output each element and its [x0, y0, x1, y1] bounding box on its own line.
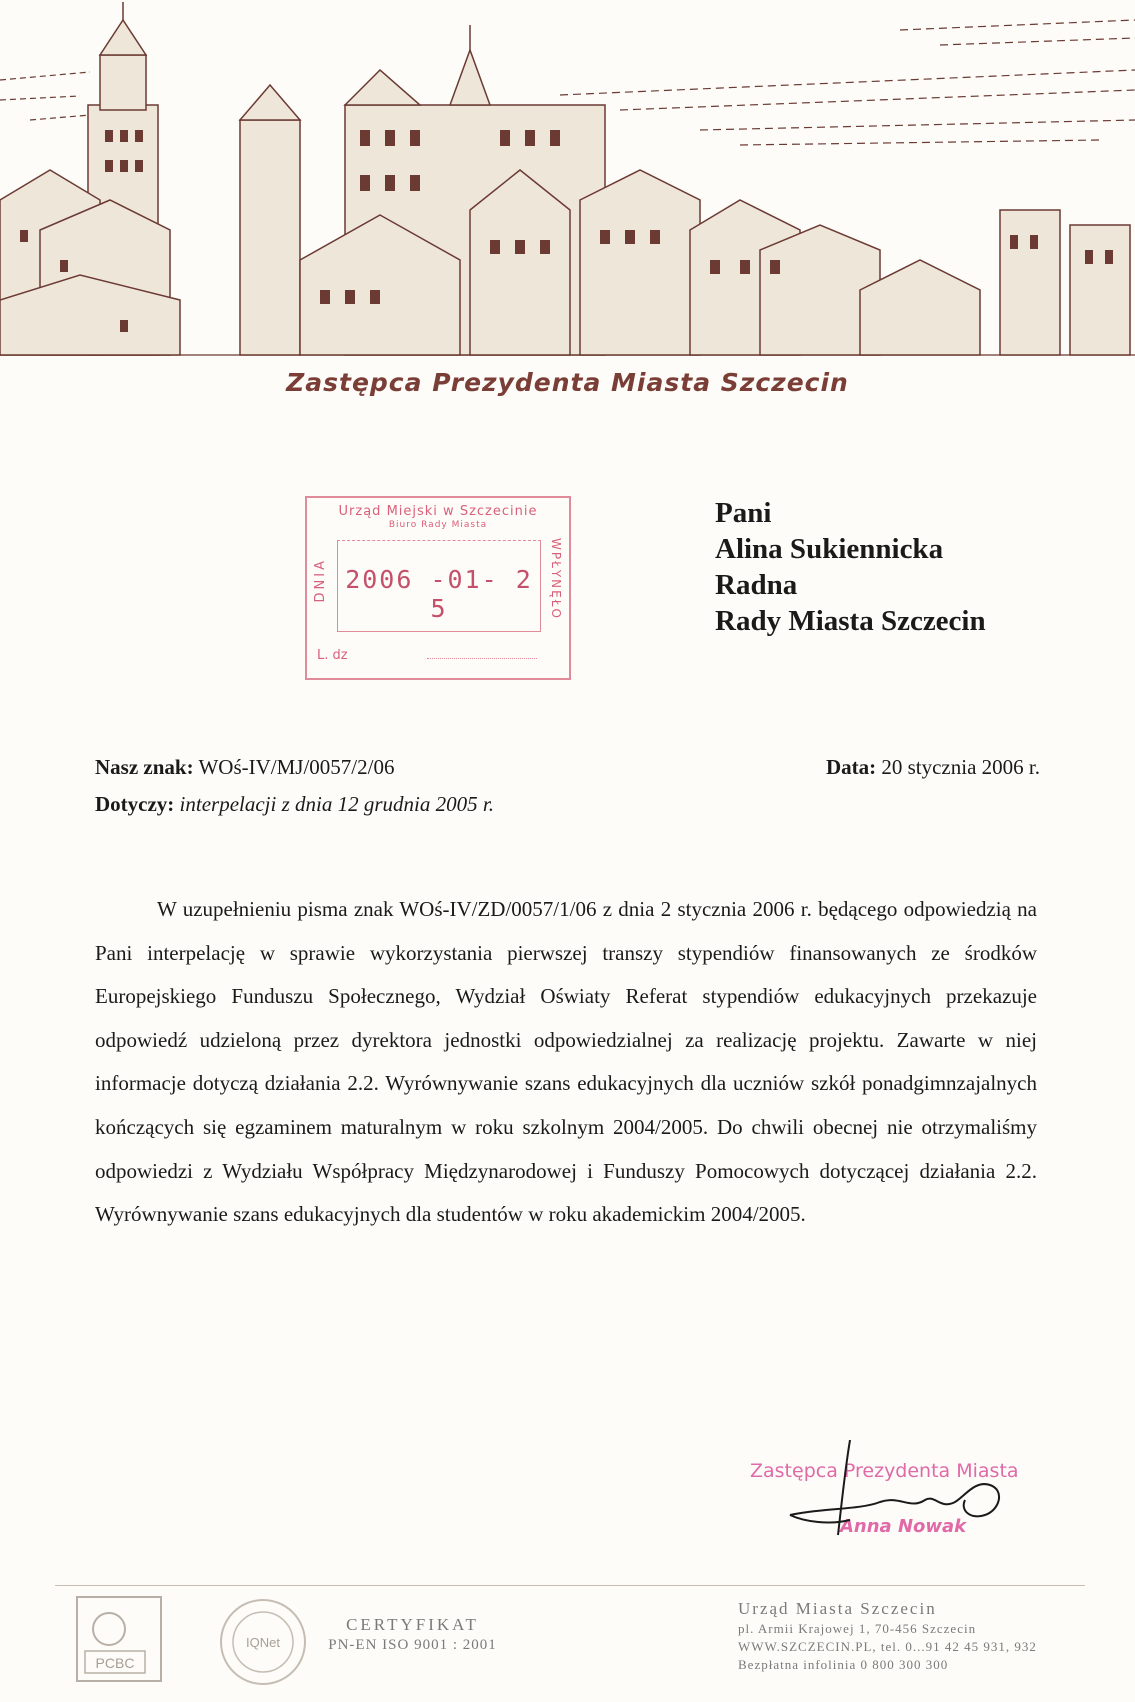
iqnet-logo	[218, 1597, 308, 1687]
iqnet-logo-text: IQNet	[246, 1635, 280, 1650]
handwritten-signature	[750, 1440, 1070, 1550]
stamp-ldz-label: L. dz	[317, 648, 348, 663]
reference-label: Nasz znak:	[95, 755, 194, 779]
office-address: pl. Armii Krajowej 1, 70-456 Szczecin	[738, 1621, 977, 1636]
stamp-office-name: Urząd Miejski w Szczecinie	[338, 504, 538, 519]
recipient-line-name: Alina Sukiennicka	[715, 533, 944, 565]
reference-value: WOś-IV/MJ/0057/2/06	[198, 755, 395, 779]
signature-title-stamp: Zastępca Prezydenta Miasta	[750, 1460, 1019, 1482]
date-value: 20 stycznia 2006 r.	[881, 755, 1040, 779]
recipient-line-role: Radna	[715, 569, 798, 601]
recipient-line-salutation: Pani	[715, 497, 772, 529]
stamp-side-label-left: DNIA	[313, 558, 328, 603]
signature-block	[750, 1440, 1070, 1540]
reference-line	[95, 755, 394, 780]
footer-divider	[55, 1585, 1085, 1586]
recipient-block	[715, 495, 986, 639]
pcbc-logo-text: PCBC	[95, 1655, 135, 1671]
subject-label: Dotyczy:	[95, 792, 175, 816]
subject-value: interpelacji z dnia 12 grudnia 2005 r.	[179, 792, 494, 816]
header-title: Zastępca Prezydenta Miasta Szczecin	[286, 368, 849, 397]
signature-name-stamp: Anna Nowak	[840, 1516, 967, 1537]
date-label: Data:	[825, 755, 877, 779]
certificate-block	[300, 1615, 525, 1654]
subject-line	[95, 792, 494, 817]
office-web: WWW.SZCZECIN.PL, tel. 0...91 42 45 931, 932	[738, 1639, 1037, 1654]
stamp-ldz-line	[427, 658, 537, 659]
stamp-date: 2006 -01- 2 5	[345, 565, 533, 623]
stamp-department: Biuro Rady Miasta	[388, 520, 488, 530]
received-stamp	[305, 496, 571, 680]
recipient-line-institution: Rady Miasta Szczecin	[715, 605, 986, 637]
office-hotline: Bezpłatna infolinia 0 800 300 300	[738, 1657, 949, 1672]
certificate-title: CERTYFIKAT	[346, 1615, 479, 1634]
stamp-side-label-right: WPŁYNĘŁO	[549, 538, 563, 620]
date-line	[826, 755, 1040, 780]
office-contact	[738, 1598, 1037, 1674]
certificate-standard: PN-EN ISO 9001 : 2001	[328, 1637, 497, 1653]
pcbc-logo	[75, 1595, 163, 1683]
letter-body: W uzupełnieniu pisma znak WOś-IV/ZD/0057/1/06 z dnia 2 stycznia 2006 r. będącego odpowiedzią na Pani interpelację w sprawie wykorzystania pierwszej transzy stypendiów finansowanych ze środków Europejskiego Funduszu Społecznego, Wydział Oświaty Referat stypendiów edukacyjnych przekazuje odpowiedź udzieloną przez dyrektora jednostki odpowiedzialnej za realizację projektu. Zawarte w niej informacje dotyczą działania 2.2. Wyrównywanie szans edukacyjnych dla uczniów szkół ponadgimnzajalnych kończących się egzaminem maturalnym w roku szkolnym 2004/2005. Do chwili obecnej nie otrzymaliśmy odpowiedzi z Wydziału Współpracy Międzynarodowej i Funduszy Pomocowych dotyczącej działania 2.2. Wyrównywanie szans edukacyjnych dla studentów w roku akademickim 2004/2005.	[95, 897, 1037, 1227]
office-name: Urząd Miasta Szczecin	[738, 1599, 937, 1618]
stamp-date-box	[337, 540, 541, 632]
city-panorama-illustration	[0, 0, 1135, 365]
